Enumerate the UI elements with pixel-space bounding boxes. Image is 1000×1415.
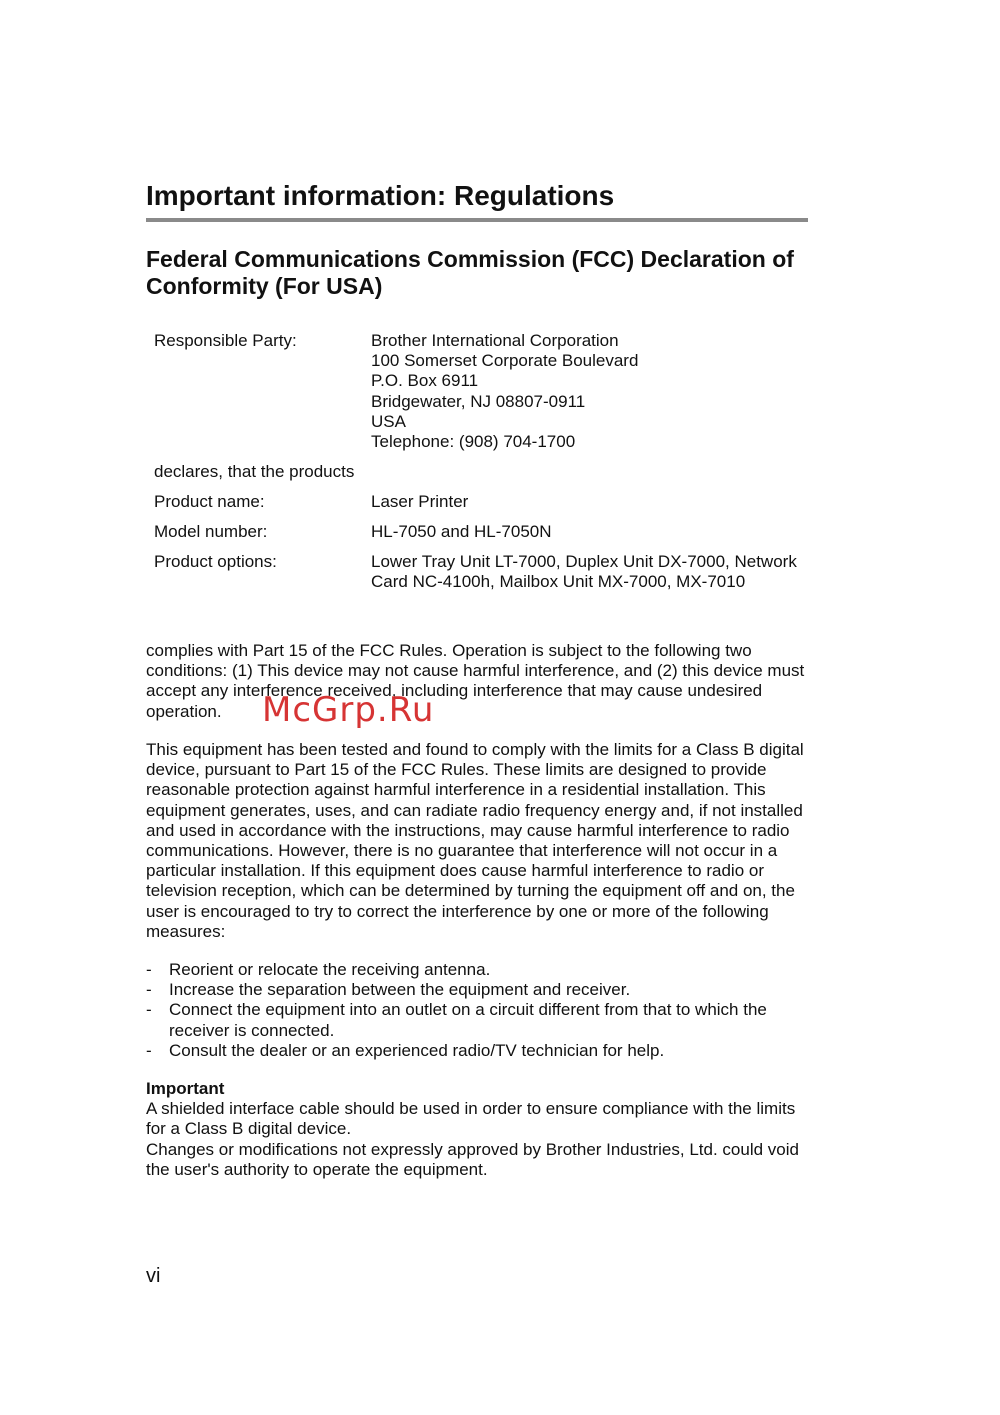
declaration-row-options <box>154 552 808 592</box>
list-item-text: Connect the equipment into an outlet on a circuit different from that to which the receiver is connected. <box>169 1000 767 1040</box>
declaration-row-product-name <box>154 492 808 522</box>
product-name-label: Product name: <box>154 492 265 511</box>
page-number: vi <box>146 1265 161 1287</box>
list-bullet: - <box>146 980 152 1000</box>
section-title: Federal Communications Commission (FCC) Declaration of Conformity (For USA) <box>146 246 794 299</box>
paragraph-equipment: This equipment has been tested and found to comply with the limits for a Class B digital device, pursuant to Part 15 of the FCC Rules. These limits are designed to provide reasonable protection against harmful interference in a residential installation. This equipment generates, uses, and can radiate radio frequency energy and, if not installed and used in accordance with the instructions, may cause harmful interference to radio communications. However, there is no guarantee that interference will not occur in a particular installation. If this equipment does cause harmful interference to radio or television reception, which can be determined by turning the equipment off and on, the user is encouraged to try to correct the interference by one or more of the following measures: <box>146 740 804 941</box>
declaration-table <box>154 331 808 592</box>
watermark-logo: McGrp.Ru <box>262 690 435 730</box>
chapter-rule <box>146 218 808 222</box>
declaration-row-responsible <box>154 331 808 462</box>
model-number-label: Model number: <box>154 522 268 541</box>
product-name-value: Laser Printer <box>371 492 469 511</box>
chapter-title: Important information: Regulations <box>146 180 615 211</box>
list-item-text: Reorient or relocate the receiving antenna. <box>169 960 491 979</box>
responsible-line: Telephone: (908) 704-1700 <box>371 432 576 452</box>
product-options-value: Lower Tray Unit LT-7000, Duplex Unit DX-7000, Network Card NC-4100h, Mailbox Unit MX-7000, MX-7010 <box>371 552 797 592</box>
list-item <box>146 1041 808 1061</box>
responsible-line: 100 Somerset Corporate Boulevard <box>371 351 639 371</box>
declares-text: declares, that the products <box>154 462 355 481</box>
declaration-row-declares <box>154 462 808 492</box>
measures-list <box>146 960 808 1061</box>
responsible-party-label: Responsible Party: <box>154 331 297 350</box>
important-block <box>146 1079 808 1180</box>
responsible-line: Brother International Corporation <box>371 331 619 350</box>
list-item <box>146 980 808 1000</box>
responsible-line: USA <box>371 411 406 431</box>
important-text-cable: A shielded interface cable should be used in order to ensure compliance with the limits for a Class B digital device. <box>146 1099 796 1139</box>
important-heading: Important <box>146 1079 225 1098</box>
list-item-text: Increase the separation between the equipment and receiver. <box>169 980 631 1000</box>
list-bullet: - <box>146 960 152 979</box>
list-bullet: - <box>146 1040 152 1060</box>
list-item <box>146 1000 808 1040</box>
responsible-party-value <box>371 331 808 462</box>
declaration-row-model <box>154 522 808 552</box>
document-page <box>146 0 808 1415</box>
list-bullet: - <box>146 1000 152 1020</box>
responsible-line: P.O. Box 6911 <box>371 371 479 391</box>
responsible-line: Bridgewater, NJ 08807-0911 <box>371 391 586 411</box>
list-item <box>146 960 808 980</box>
model-number-value: HL-7050 and HL-7050N <box>371 522 552 541</box>
list-item-text: Consult the dealer or an experienced radio/TV technician for help. <box>169 1040 665 1060</box>
product-options-label: Product options: <box>154 552 277 571</box>
important-text-changes: Changes or modifications not expressly approved by Brother Industries, Ltd. could void the user's authority to operate the equipment. <box>146 1139 799 1179</box>
paragraph-complies: complies with Part 15 of the FCC Rules. Operation is subject to the following two conditions: (1) This device may not cause harmful interference, and (2) this device must accept any interference received, including interference that may cause undesired operation. <box>146 641 805 721</box>
